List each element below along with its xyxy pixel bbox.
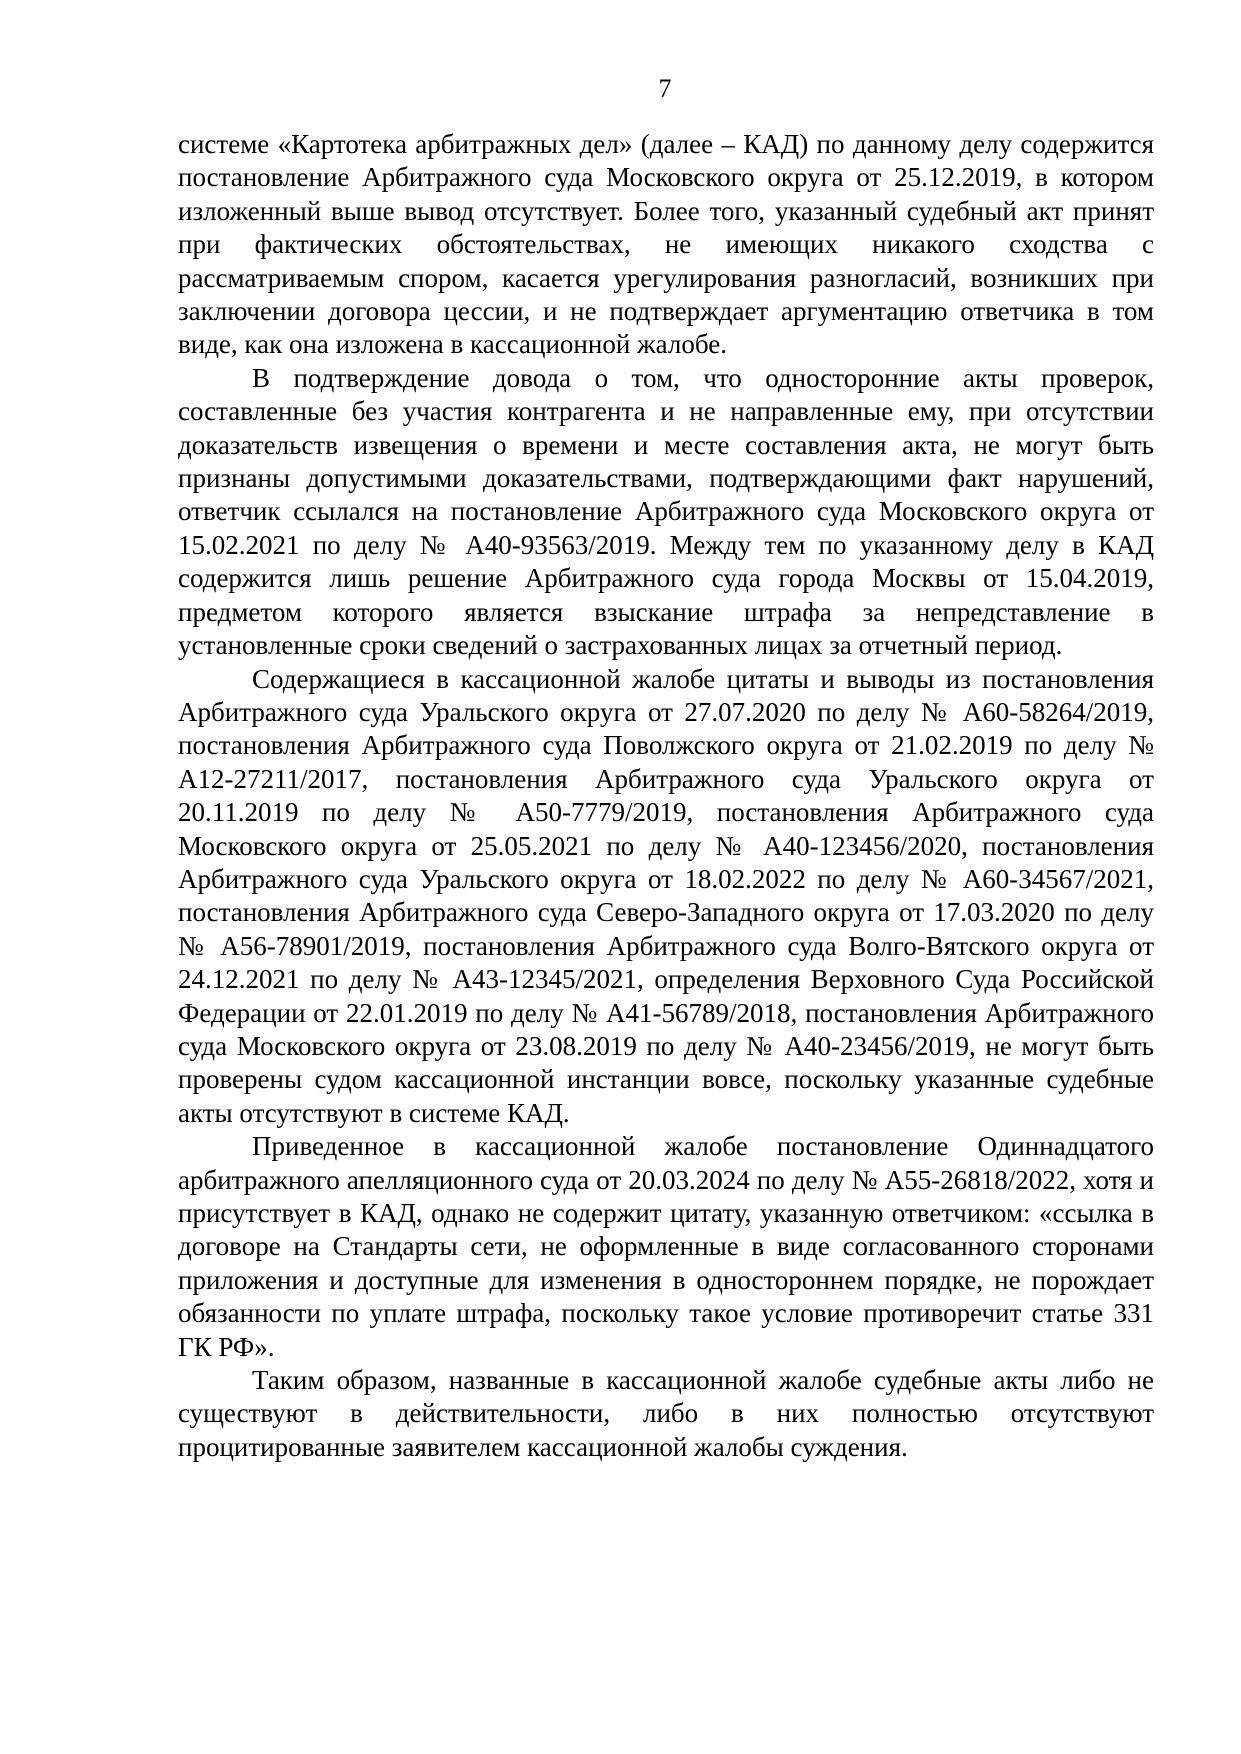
paragraph-continuation: системе «Картотека арбитражных дел» (далее – КАД) по данному делу содержится постановление Арбитражного суда Московского округа от 25.12.2019, в котором изложенный выше вывод отсутствует. Более того, указанный судебный акт принят при фактических обстоятельствах, не имеющих никакого сходства с рассматриваемым спором, касается урегулирования разногласий, возникших при заключении договора цессии, и не подтверждает аргументацию ответчика в том виде, как она изложена в кассационной жалобе. (178, 129, 1154, 360)
paragraph: Таким образом, названные в кассационной жалобе судебные акты либо не существуют в действительности, либо в них полностью отсутствуют процитированные заявителем кассационной жалобы суждения. (178, 1365, 1154, 1462)
paragraph: В подтверждение довода о том, что односторонние акты проверок, составленные без участия контрагента и не направленные ему, при отсутствии доказательств извещения о времени и месте составления акта, не могут быть признаны допустимыми доказательствами, подтверждающими факт нарушений, ответчик ссылался на постановление Арбитражного суда Московского округа от 15.02.2021 по делу № А40-93563/2019. Между тем по указанному делу в КАД содержится лишь решение Арбитражного суда города Москвы от 15.04.2019, предметом которого является взыскание штрафа за непредставление в установленные сроки сведений о застрахованных лицах за отчетный период. (178, 362, 1154, 661)
paragraph: Приведенное в кассационной жалобе постановление Одиннадцатого арбитражного апелляционного суда от 20.03.2024 по делу № А55-26818/2022, хотя и присутствует в КАД, однако не содержит цитату, указанную ответчиком: «ссылка в договоре на Стандарты сети, не оформленные в виде согласованного сторонами приложения и доступные для изменения в одностороннем порядке, не порождает обязанности по уплате штрафа, поскольку такое условие противоречит статье 331 ГК РФ». (178, 1131, 1154, 1362)
page-number: 7 (658, 74, 672, 103)
document-body (178, 128, 1154, 1464)
paragraph: Содержащиеся в кассационной жалобе цитаты и выводы из постановления Арбитражного суда Уральского округа от 27.07.2020 по делу № А60-58264/2019, постановления Арбитражного суда Поволжского округа от 21.02.2019 по делу № А12-27211/2017, постановления Арбитражного суда Уральского округа от 20.11.2019 по делу № А50-7779/2019, постановления Арбитражного суда Московского округа от 25.05.2021 по делу № А40-123456/2020, постановления Арбитражного суда Уральского округа от 18.02.2022 по делу № А60-34567/2021, постановления Арбитражного суда Северо-Западного округа от 17.03.2020 по делу № А56-78901/2019, постановления Арбитражного суда Волго-Вятского округа от 24.12.2021 по делу № А43-12345/2021, определения Верховного Суда Российской Федерации от 22.01.2019 по делу № А41-56789/2018, постановления Арбитражного суда Московского округа от 23.08.2019 по делу № А40-23456/2019, не могут быть проверены судом кассационной инстанции вовсе, поскольку указанные судебные акты отсутствуют в системе КАД. (178, 663, 1154, 1128)
